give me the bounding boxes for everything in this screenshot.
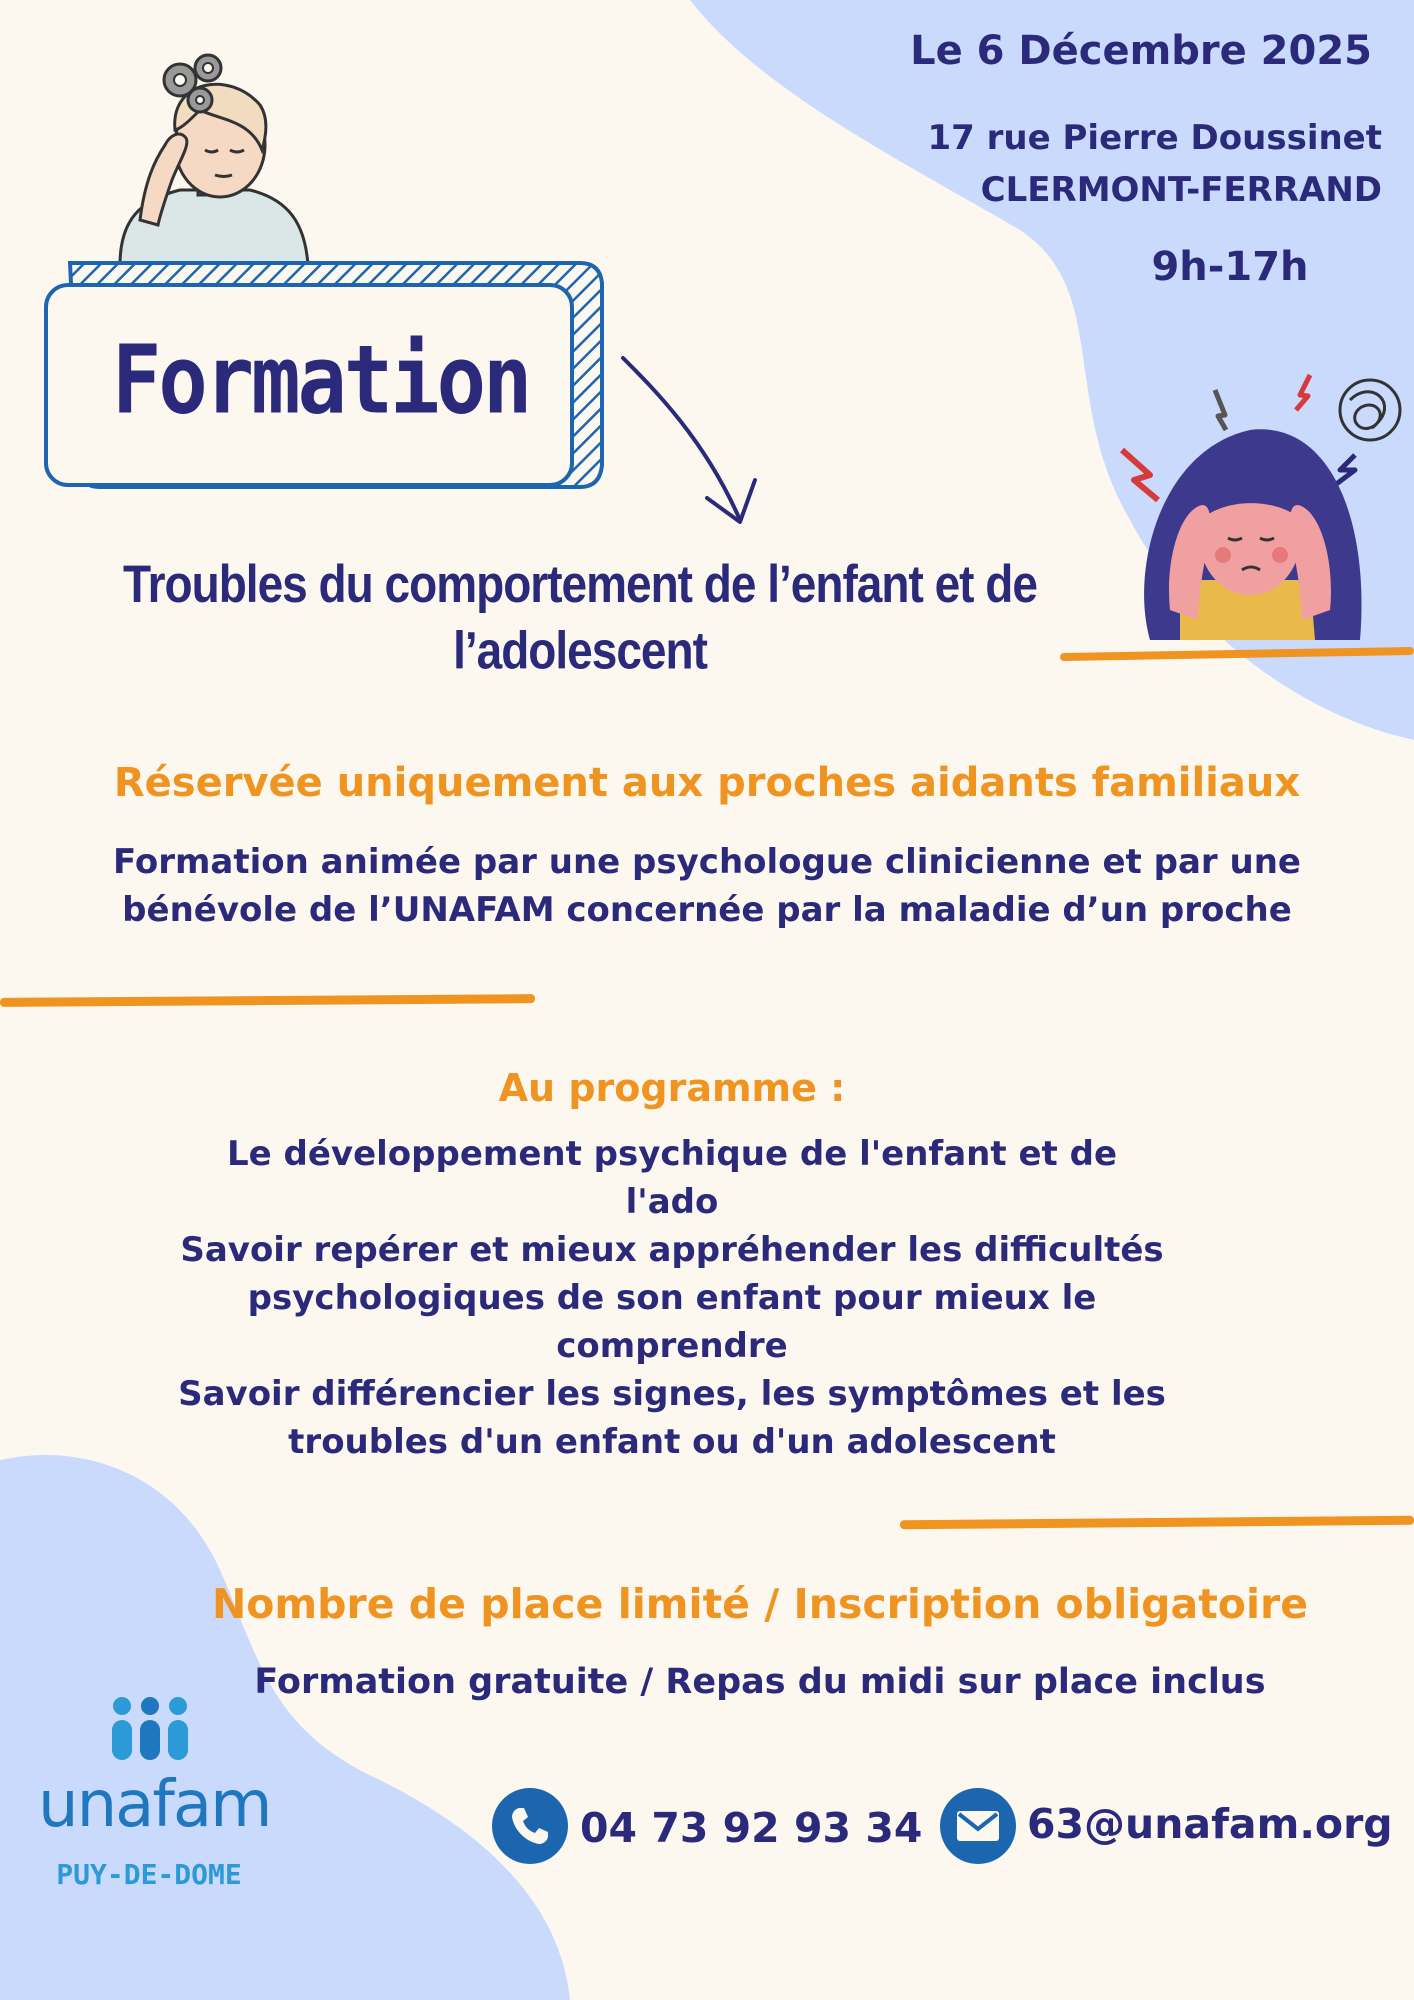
- formation-title: Formation: [112, 326, 530, 436]
- envelope-icon[interactable]: [940, 1788, 1016, 1864]
- unafam-region: PUY-DE-DOME: [56, 1858, 242, 1891]
- unafam-logo-text: unafam: [38, 1768, 271, 1842]
- event-hours: 9h-17h: [1151, 244, 1309, 290]
- stressed-girl-illustration: [1110, 370, 1410, 670]
- free-training-notice: Formation gratuite / Repas du midi sur place inclus: [254, 1662, 1266, 1702]
- address-street: 17 rue Pierre Doussinet: [927, 118, 1382, 158]
- orange-divider-left: [0, 994, 535, 1007]
- curved-arrow-icon: [615, 350, 775, 540]
- subtitle-line-2: l’adolescent: [453, 620, 707, 680]
- program-line: psychologiques de son enfant pour mieux le: [247, 1278, 1097, 1318]
- event-date: Le 6 Décembre 2025: [910, 28, 1372, 74]
- limited-places-notice: Nombre de place limité / Inscription obligatoire: [211, 1580, 1309, 1628]
- formation-subtitle: [80, 550, 1080, 683]
- orange-divider-right: [900, 1516, 1414, 1529]
- subtitle-line-1: Troubles du comportement de l’enfant et de: [123, 553, 1037, 614]
- program-line: troubles d'un enfant ou d'un adolescent: [288, 1422, 1056, 1462]
- program-list: [160, 1130, 1184, 1466]
- trainers-line-1: Formation animée par une psychologue clinicienne et par une: [113, 842, 1301, 882]
- trainers-description: [0, 838, 1414, 934]
- program-line: Savoir repérer et mieux appréhender les difficultés: [180, 1230, 1164, 1270]
- reserved-notice: Réservée uniquement aux proches aidants familiaux: [113, 760, 1301, 806]
- program-line: comprendre: [556, 1326, 788, 1366]
- phone-icon[interactable]: [492, 1788, 568, 1864]
- thinking-person-illustration: [110, 50, 320, 270]
- program-line: Savoir différencier les signes, les symptômes et les: [178, 1374, 1166, 1414]
- program-line: l'ado: [625, 1182, 719, 1222]
- phone-number[interactable]: 04 73 92 93 34: [580, 1804, 923, 1852]
- event-address: [927, 112, 1382, 216]
- program-line: Le développement psychique de l'enfant et de: [226, 1134, 1118, 1174]
- unafam-logo-people-icon: [100, 1696, 200, 1766]
- address-city: CLERMONT-FERRAND: [980, 170, 1382, 210]
- program-title: Au programme :: [498, 1066, 846, 1110]
- trainers-line-2: bénévole de l’UNAFAM concernée par la maladie d’un proche: [122, 890, 1292, 930]
- email-address[interactable]: 63@unafam.org: [1027, 1800, 1393, 1848]
